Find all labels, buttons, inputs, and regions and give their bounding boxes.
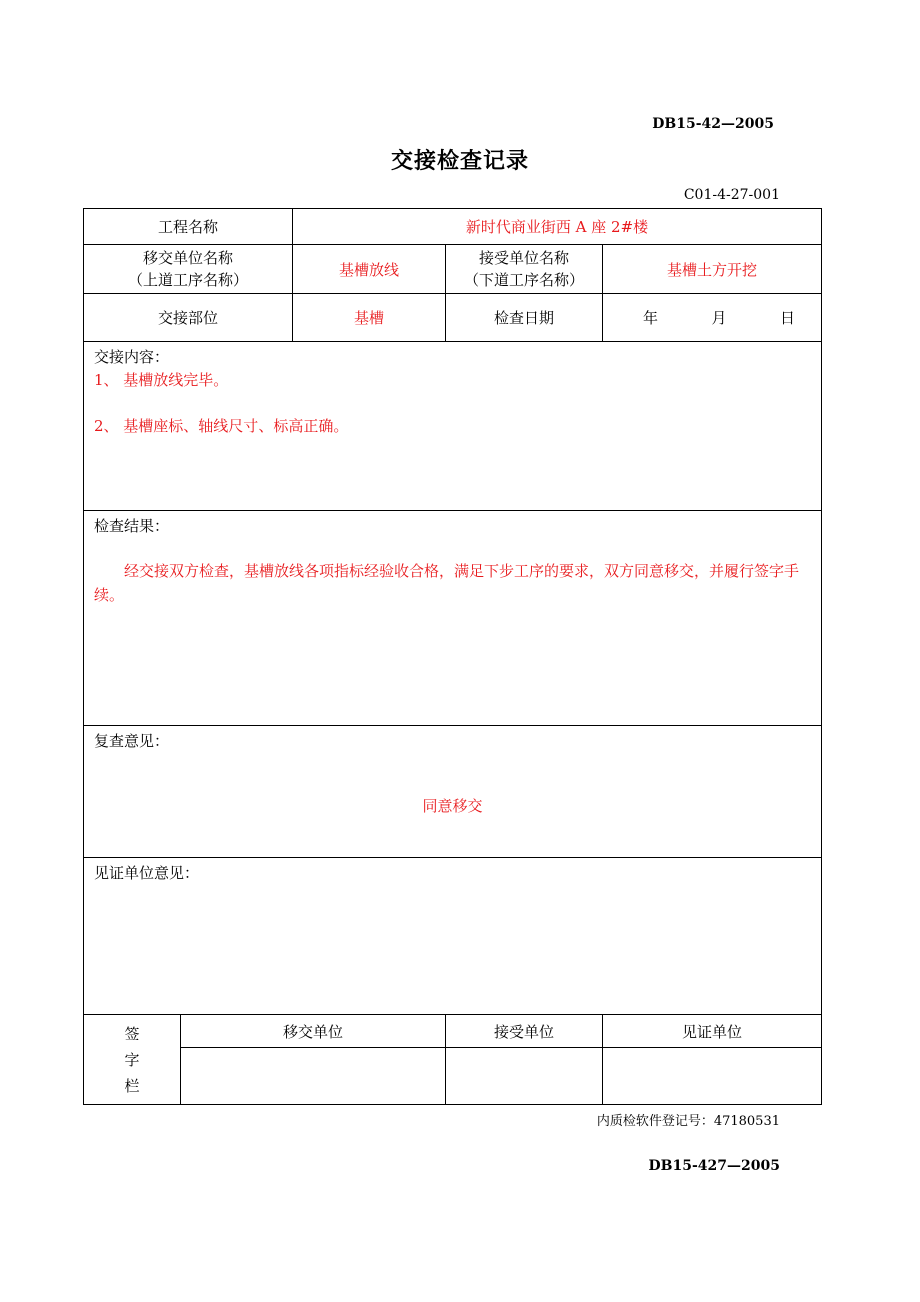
handover-content-label: 交接内容： bbox=[94, 348, 170, 366]
handover-part-label: 交接部位 bbox=[84, 294, 293, 342]
inspection-form-table bbox=[83, 208, 822, 1105]
software-registration-number: 内质检软件登记号：47180531 bbox=[596, 1114, 780, 1129]
row-result bbox=[84, 511, 822, 726]
witness-section bbox=[84, 858, 822, 1015]
row-sign-header bbox=[84, 1015, 822, 1048]
receiving-unit-label-line1: 接受单位名称 bbox=[479, 249, 570, 267]
sign-witness-unit-cell bbox=[603, 1048, 822, 1105]
date-month: 月 bbox=[711, 309, 727, 327]
signature-column-label bbox=[84, 1015, 181, 1105]
sign-receiving-unit-cell bbox=[446, 1048, 603, 1105]
handover-part-value: 基槽 bbox=[293, 294, 446, 342]
row-project bbox=[84, 209, 822, 245]
project-name-value: 新时代商业街西 A 座 2#楼 bbox=[293, 209, 822, 245]
handover-unit-label bbox=[84, 245, 293, 294]
handover-unit-value: 基槽放线 bbox=[293, 245, 446, 294]
handover-content-section bbox=[84, 342, 822, 511]
content-item: 1、 基槽放线完毕。 bbox=[94, 371, 229, 389]
row-content bbox=[84, 342, 822, 511]
content-item: 2、 基槽座标、轴线尺寸、标高正确。 bbox=[94, 417, 349, 435]
handover-unit-label-line2: （上道工序名称） bbox=[128, 271, 249, 289]
date-year: 年 bbox=[643, 309, 659, 327]
date-day: 日 bbox=[780, 309, 796, 327]
check-date-label: 检查日期 bbox=[446, 294, 603, 342]
review-section bbox=[84, 726, 822, 858]
receiving-unit-label bbox=[446, 245, 603, 294]
sign-receiving-unit-label: 接受单位 bbox=[446, 1015, 603, 1048]
form-code: C01-4-27-001 bbox=[683, 187, 780, 203]
receiving-unit-label-line2: （下道工序名称） bbox=[464, 271, 585, 289]
sign-witness-unit-label: 见证单位 bbox=[603, 1015, 822, 1048]
receiving-unit-value: 基槽土方开挖 bbox=[603, 245, 822, 294]
handover-unit-label-line1: 移交单位名称 bbox=[143, 249, 234, 267]
sign-handover-unit-label: 移交单位 bbox=[181, 1015, 446, 1048]
check-result-text: 经交接双方检查，基槽放线各项指标经验收合格，满足下步工序的要求，双方同意移交，并履行签字手续。 bbox=[94, 562, 800, 604]
row-witness bbox=[84, 858, 822, 1015]
project-name-label: 工程名称 bbox=[84, 209, 293, 245]
row-sign-blank bbox=[84, 1048, 822, 1105]
witness-label: 见证单位意见： bbox=[94, 864, 200, 882]
sign-char: 字 bbox=[124, 1050, 140, 1069]
row-units bbox=[84, 245, 822, 294]
sign-char: 栏 bbox=[124, 1076, 140, 1095]
row-review bbox=[84, 726, 822, 858]
check-date-value bbox=[603, 294, 822, 342]
page-title: 交接检查记录 bbox=[390, 148, 529, 174]
sign-handover-unit-cell bbox=[181, 1048, 446, 1105]
sign-char: 签 bbox=[124, 1024, 140, 1043]
check-result-label: 检查结果： bbox=[94, 517, 170, 535]
standard-number-bottom: DB15-427—2005 bbox=[648, 1158, 780, 1174]
review-label: 复查意见： bbox=[94, 732, 170, 750]
standard-number-top: DB15-42—2005 bbox=[652, 116, 774, 132]
review-text: 同意移交 bbox=[422, 797, 483, 815]
row-part-date bbox=[84, 294, 822, 342]
check-result-section bbox=[84, 511, 822, 726]
